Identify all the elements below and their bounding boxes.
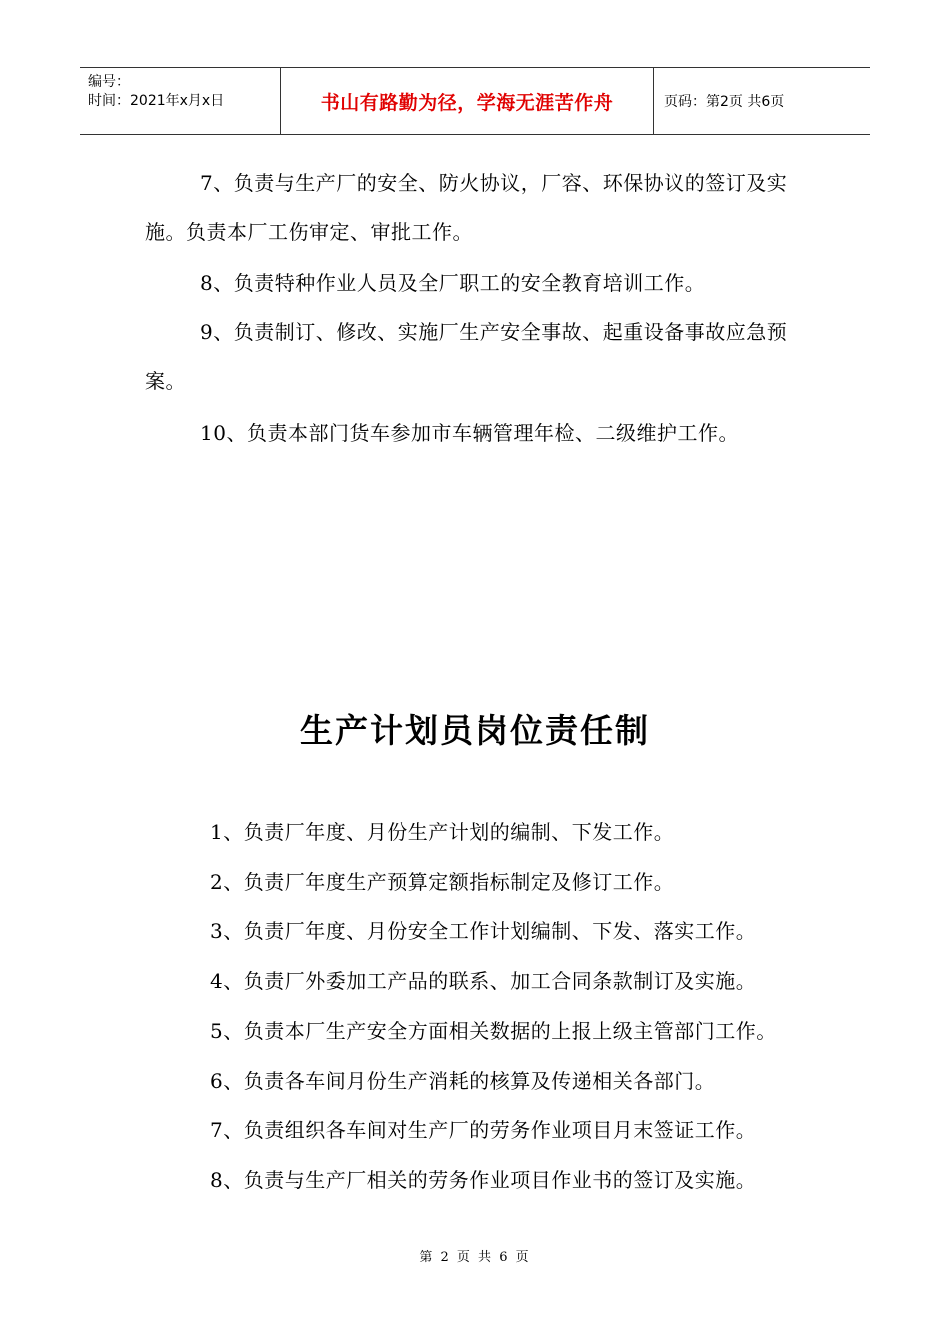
paragraph-8: 8、负责特种作业人员及全厂职工的安全教育培训工作。 bbox=[200, 271, 706, 295]
document-number-label: 编号： bbox=[88, 74, 130, 90]
header-page-info-cell bbox=[654, 68, 870, 134]
list-item: 7、负责组织各车间对生产厂的劳务作业项目月末签证工作。 bbox=[210, 1118, 757, 1143]
document-time-label: 时间：2021年x月x日 bbox=[88, 93, 225, 109]
list-item: 5、负责本厂生产安全方面相关数据的上报上级主管部门工作。 bbox=[210, 1018, 777, 1043]
paragraph-10: 10、负责本部门货车参加市车辆管理年检、二级维护工作。 bbox=[200, 421, 739, 445]
list-item: 4、负责厂外委加工产品的联系、加工合同条款制订及实施。 bbox=[210, 969, 757, 994]
header-motto: 书山有路勤为径，学海无涯苦作舟 bbox=[320, 91, 614, 114]
header-motto-cell bbox=[281, 68, 654, 134]
page-header bbox=[80, 67, 870, 135]
duty-list bbox=[210, 808, 850, 1206]
list-item: 3、负责厂年度、月份安全工作计划编制、下发、落实工作。 bbox=[210, 919, 757, 944]
list-item: 2、负责厂年度生产预算定额指标制定及修订工作。 bbox=[210, 869, 675, 894]
list-item: 8、负责与生产厂相关的劳务作业项目作业书的签订及实施。 bbox=[210, 1167, 757, 1192]
header-meta bbox=[80, 68, 281, 134]
page-footer: 第 2 页 共 6 页 bbox=[419, 1250, 531, 1265]
section-title: 生产计划员岗位责任制 bbox=[300, 711, 650, 750]
header-page-info: 页码：第2页 共6页 bbox=[664, 94, 785, 110]
list-item: 1、负责厂年度、月份生产计划的编制、下发工作。 bbox=[210, 820, 675, 844]
paragraph-7: 7、负责与生产厂的安全、防火协议，厂容、环保协议的签订及实施。负责本厂工伤审定、审批工作。 bbox=[145, 171, 788, 244]
list-item: 6、负责各车间月份生产消耗的核算及传递相关各部门。 bbox=[210, 1068, 716, 1093]
paragraph-9: 9、负责制订、修改、实施厂生产安全事故、起重设备事故应急预案。 bbox=[145, 320, 788, 393]
